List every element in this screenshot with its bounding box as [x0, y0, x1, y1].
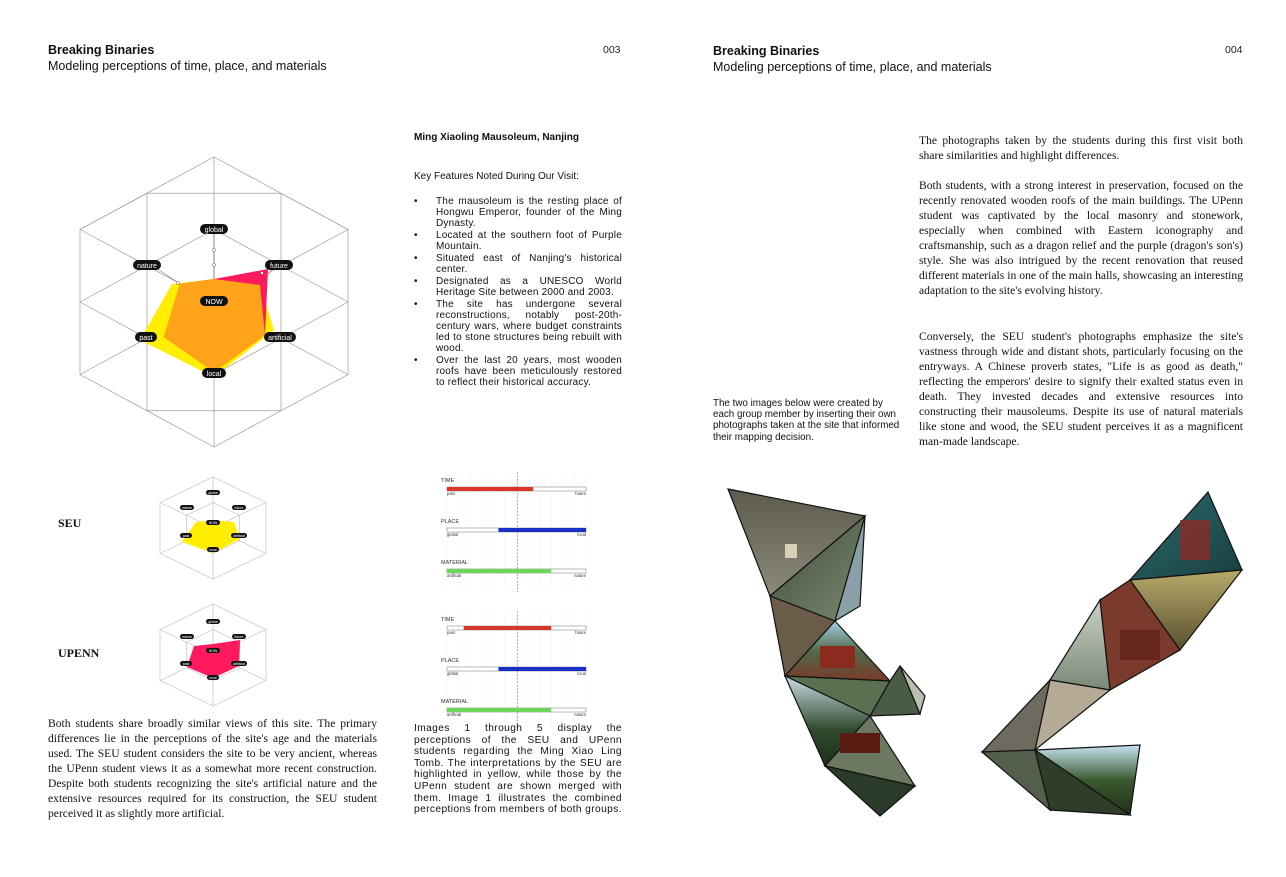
bar-fill [498, 528, 586, 532]
bar-fill [447, 487, 533, 491]
feature-item: • Situated east of Nanjing's historical center. [414, 253, 622, 275]
features-list [414, 196, 622, 389]
feature-item: • The site has undergone several reconstructions, notably post-20th-century wars, where budget constraints led to stone structures being rebuilt with wood. [414, 299, 622, 354]
right-paragraph-3: Conversely, the SEU student's photographs emphasize the site's vastness through wide and distant shots, particularly focusing on the entryways. A Chinese proverb states, "Life is as good as death," reflecting the emperors' desire to signify their exalted status even in death. They invested decades and extensive resources into constructing their mausoleums. Despite its use of natural materials like stone and wood, the SEU student perceives it as a magnificent man-made landscape. [919, 330, 1243, 448]
summary-paragraph: Both students share broadly similar views of this site. The primary differences lie in the perceptions of the site's age and the materials used. The SEU student considers the site to be very ancient, whereas the UPenn student views it as a somewhat more recent construction. Despite both students recognizing the site's artificial nature and the extensive resources required for its construction, the SEU student perceived it as slightly more artificial. [48, 717, 377, 820]
upenn-label-local: local [209, 676, 217, 680]
perception-bar-charts [440, 470, 590, 717]
radar-label-artificial: artificial [268, 335, 292, 342]
bar-right-label: nature [574, 573, 586, 578]
bar-title: MATERIAL [441, 560, 469, 566]
upenn-group-label: UPENN [58, 646, 100, 660]
upenn-radar-chart [160, 604, 266, 706]
bar-title: MATERIAL [441, 699, 469, 705]
bar-fill [447, 569, 551, 573]
feature-item: • Designated as a UNESCO World Heritage Site between 2000 and 2003. [414, 276, 622, 298]
right-page-number: 004 [1225, 44, 1243, 56]
bar-left-label: artificial [447, 573, 462, 578]
upenn-label-now: NOW [208, 649, 218, 653]
bar-left-label: past [447, 630, 455, 635]
seu-label-nature: nature [182, 506, 192, 510]
bar-title: PLACE [441, 658, 460, 664]
bar-left-label: past [447, 491, 455, 496]
seu-label-global: global [208, 491, 218, 495]
seu-photo-collage [725, 486, 930, 821]
upenn-label-nature: nature [182, 635, 192, 639]
bar-left-label: global [447, 671, 459, 676]
bar-title: PLACE [441, 519, 460, 525]
seu-group-label: SEU [58, 516, 82, 530]
feature-item: • Over the last 20 years, most wooden roofs have been meticulously restored to reflect their historical accuracy. [414, 355, 622, 388]
right-paragraph-1: The photographs taken by the students during this first visit both share similarities and highlight differences. [919, 134, 1243, 162]
radar-label-now: NOW [205, 299, 223, 306]
right-header-subtitle: Modeling perceptions of time, place, and materials [713, 60, 992, 74]
radar-label-global: global [204, 227, 224, 234]
seu-label-future: future [234, 506, 244, 510]
images-caption: Images 1 through 5 display the perceptions of the SEU and UPenn students regarding the Ming Xiao Ling Tomb. The interpretations by the SEU are highlighted in yellow, while those by the UPenn student are shown merged with them. Image 1 illustrates the combined perceptions from members of both groups. [414, 723, 622, 816]
bar-right-label: future [575, 491, 586, 496]
left-page-number: 003 [603, 44, 621, 56]
bar-left-label: artificial [447, 712, 462, 717]
bar-right-label: nature [574, 712, 586, 717]
feature-item: • The mausoleum is the resting place of Hongwu Emperor, founder of the Ming Dynasty. [414, 196, 622, 229]
bar-left-label: global [447, 532, 459, 537]
upenn-photo-collage [980, 490, 1245, 822]
right-paragraph-2: Both students, with a strong interest in preservation, focused on the recently renovated wooden roofs of the main buildings. The UPenn student was captivated by the local masonry and stonework, especially when combined with Eastern iconography and craftsmanship, such as a dragon relief and the purple (dragon's son's) style. She was also intrigued by the recent renovation that reused different materials in one of the main halls, showcasing an interesting adaptation to the site's evolving history. [919, 179, 1243, 297]
bar-fill [447, 708, 551, 712]
seu-radar-chart [160, 477, 266, 579]
left-header-subtitle: Modeling perceptions of time, place, and materials [48, 59, 327, 73]
feature-item: • Located at the southern foot of Purple Mountain. [414, 230, 622, 252]
seu-label-now: NOW [208, 521, 218, 525]
seu-label-past: past [182, 534, 190, 538]
upenn-label-artificial: artificial [233, 662, 245, 666]
site-title: Ming Xiaoling Mausoleum, Nanjing [414, 132, 580, 143]
bar-title: TIME [441, 617, 455, 623]
bar-fill [498, 667, 586, 671]
bar-fill [464, 626, 552, 630]
seu-label-artificial: artificial [233, 534, 245, 538]
radar-label-future: future [270, 263, 288, 270]
right-header-title: Breaking Binaries [713, 44, 820, 58]
side-caption: The two images below were created by each group member by inserting their own photographs taken at the site that informed their mapping decision. [713, 398, 900, 443]
bar-right-label: local [577, 532, 586, 537]
bar-right-label: local [577, 671, 586, 676]
combined-radar-chart [80, 157, 348, 447]
bar-title: TIME [441, 478, 455, 484]
seu-label-local: local [209, 548, 217, 552]
features-heading: Key Features Noted During Our Visit: [414, 171, 579, 182]
radar-label-past: past [139, 335, 153, 342]
upenn-label-future: future [234, 635, 244, 639]
upenn-label-past: past [182, 662, 190, 666]
radar-label-local: local [206, 371, 222, 378]
radar-label-nature: nature [137, 263, 157, 270]
bar-right-label: future [575, 630, 586, 635]
upenn-label-global: global [208, 620, 218, 624]
left-header-title: Breaking Binaries [48, 43, 155, 57]
